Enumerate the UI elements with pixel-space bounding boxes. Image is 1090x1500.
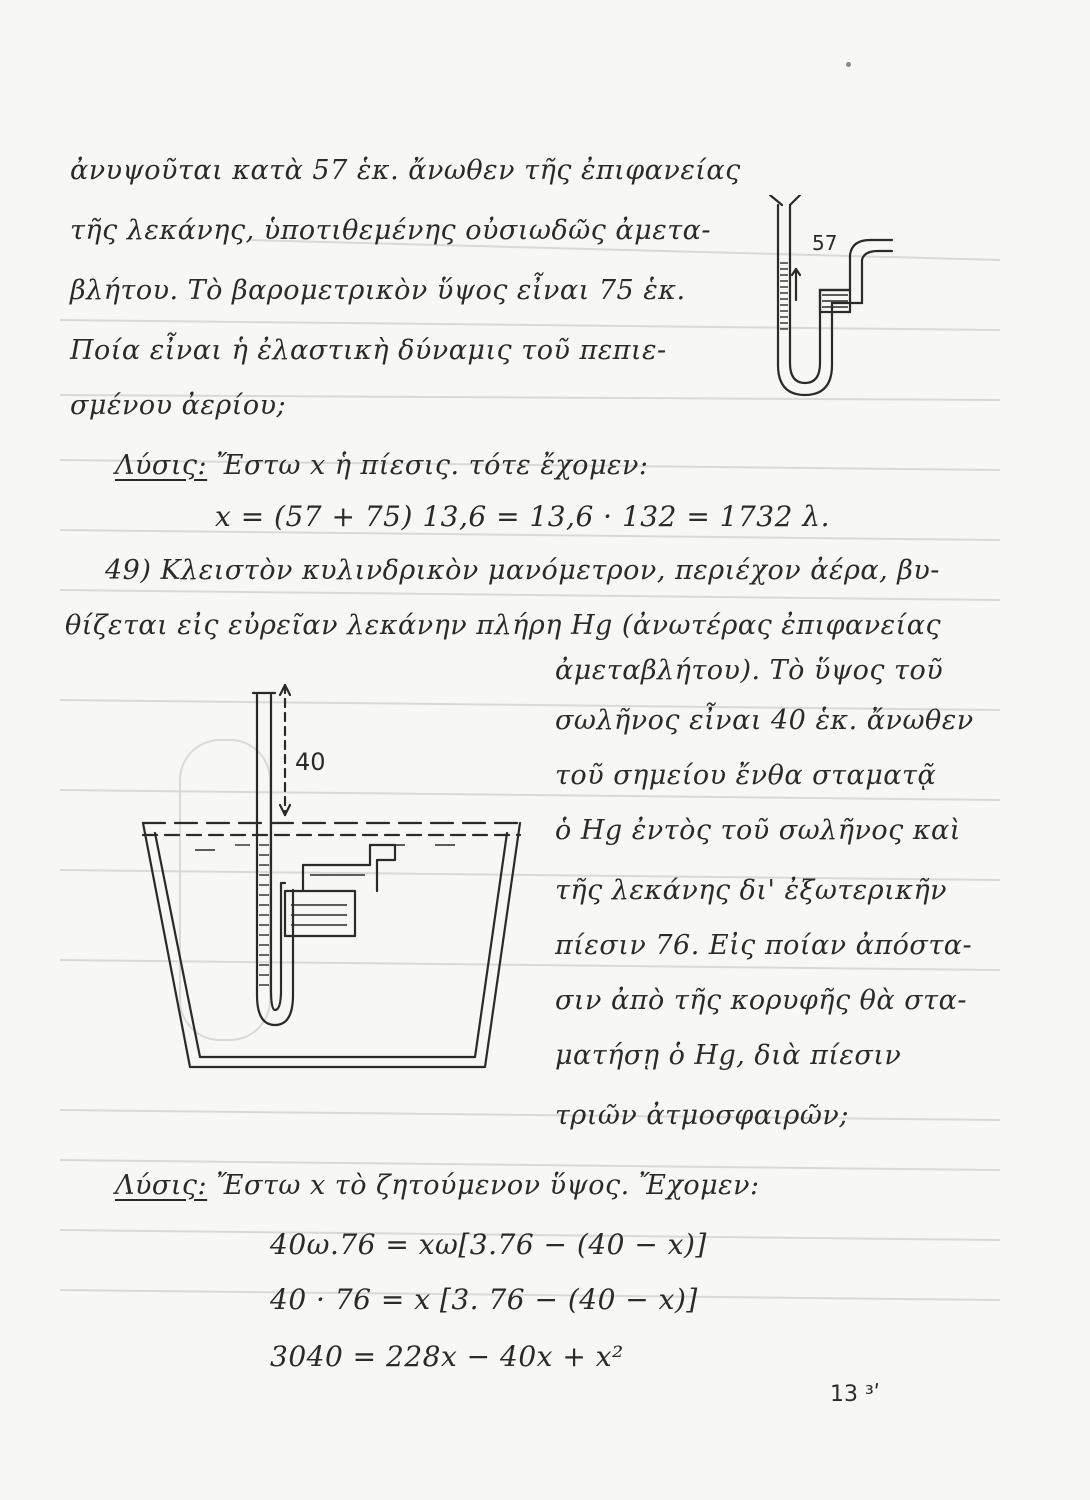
text-line-5: σμένου ἀερίου; bbox=[70, 390, 287, 421]
ink-speck bbox=[846, 62, 851, 67]
problem-49-line-5: τοῦ σημείου ἔνθα σταματᾷ bbox=[555, 760, 937, 791]
manometer-figure-1 bbox=[760, 195, 910, 410]
problem-49-line-1: 49) Κλειστὸν κυλινδρικὸν μανόμετρον, περιέχον ἀέρα, βυ- bbox=[105, 555, 940, 586]
equation-3: 3040 = 228x − 40x + x² bbox=[270, 1340, 624, 1373]
problem-49-line-10: ματήσῃ ὁ Hg, διὰ πίεσιν bbox=[555, 1040, 902, 1071]
text-line-3: βλήτου. Τὸ βαρομετρικὸν ὕψος εἶναι 75 ἑκ. bbox=[70, 275, 686, 306]
figure-1-label: 57 bbox=[812, 231, 838, 255]
solution-line-1 bbox=[115, 450, 649, 481]
manometer-figure-2 bbox=[135, 665, 535, 1085]
problem-49-line-4: σωλῆνος εἶναι 40 ἑκ. ἄνωθεν bbox=[555, 705, 974, 736]
text-line-2: τῆς λεκάνης, ὑποτιθεμένης οὐσιωδῶς ἀμετα- bbox=[70, 215, 711, 246]
solution-text: Ἔστω x ἡ πίεσις. τότε ἔχομεν: bbox=[216, 450, 649, 481]
problem-49-line-11: τριῶν ἀτμοσφαιρῶν; bbox=[555, 1100, 849, 1131]
equation-2: 40 · 76 = x [3. 76 − (40 − x)] bbox=[270, 1283, 698, 1316]
equation-pressure: x = (57 + 75) 13,6 = 13,6 · 132 = 1732 λ. bbox=[215, 500, 830, 533]
problem-49-line-9: σιν ἀπὸ τῆς κορυφῆς θὰ στα- bbox=[555, 985, 967, 1016]
problem-49-line-6: ὁ Hg ἐντὸς τοῦ σωλῆνος καὶ bbox=[555, 815, 961, 846]
problem-49-line-2: θίζεται εἰς εὐρεῖαν λεκάνην πλήρη Hg (ἀνωτέρας ἐπιφανείας bbox=[65, 610, 942, 641]
equation-1: 40ω.76 = xω[3.76 − (40 − x)] bbox=[270, 1228, 707, 1261]
solution-49-line-1 bbox=[115, 1170, 760, 1201]
problem-49-line-3: ἀμεταβλήτου). Τὸ ὕψος τοῦ bbox=[555, 655, 944, 686]
problem-49-line-7: τῆς λεκάνης δι' ἐξωτερικῆν bbox=[555, 875, 948, 906]
page-number: 13 ³ʹ bbox=[830, 1382, 880, 1407]
solution-label: Λύσις: bbox=[115, 1170, 208, 1201]
figure-2-label: 40 bbox=[295, 748, 326, 776]
solution-label: Λύσις: bbox=[115, 450, 208, 481]
solution-text: Ἔστω x τὸ ζητούμενον ὕψος. Ἔχομεν: bbox=[216, 1170, 760, 1201]
problem-49-line-8: πίεσιν 76. Εἰς ποίαν ἀπόστα- bbox=[555, 930, 973, 961]
text-line-4: Ποία εἶναι ἡ ἐλαστικὴ δύναμις τοῦ πεπιε- bbox=[70, 335, 667, 366]
text-line-1: ἀνυψοῦται κατὰ 57 ἑκ. ἄνωθεν τῆς ἐπιφανείας bbox=[70, 155, 741, 186]
